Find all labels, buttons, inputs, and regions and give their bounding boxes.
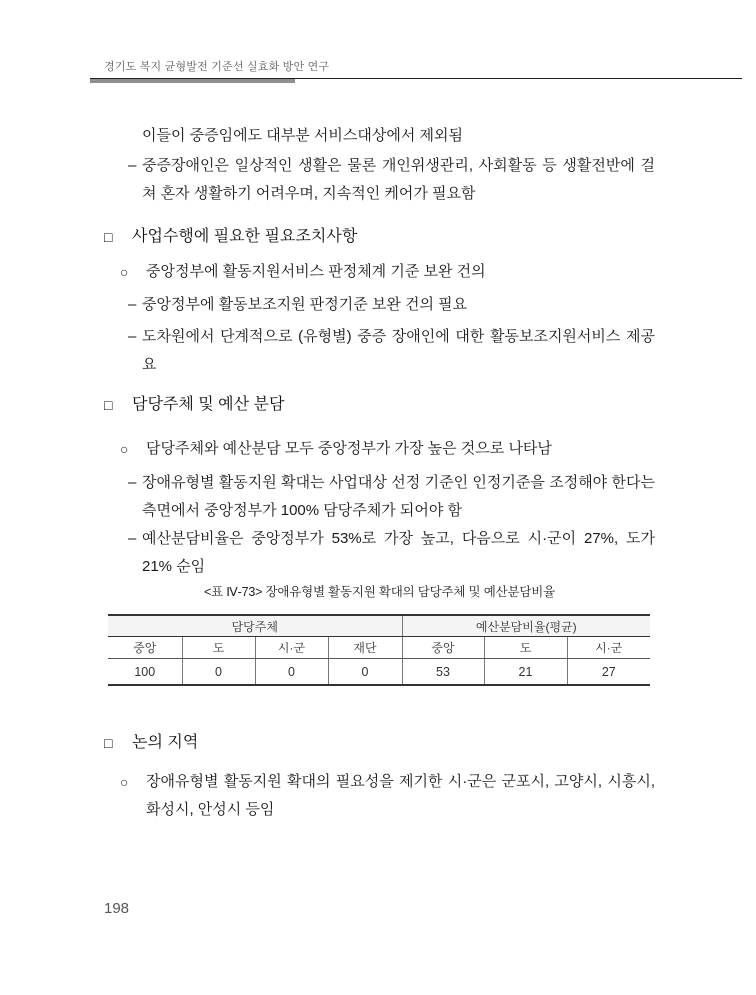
dash-item (104, 291, 655, 319)
square-bullet-icon: □ (104, 229, 113, 245)
col-header: 도 (182, 637, 255, 659)
section-heading-required-measures (104, 222, 655, 252)
col-header: 시·군 (567, 637, 650, 659)
table-value-row (108, 659, 650, 686)
circle-item (104, 768, 655, 824)
section-heading-discussion-regions (104, 728, 655, 758)
header-rule (90, 78, 742, 85)
table-cell: 0 (182, 659, 255, 686)
heading-text: 논의 지역 (132, 734, 199, 751)
paragraph-text: 중증장애인은 일상적인 생활은 물론 개인위생관리, 사회활동 등 생활전반에 걸쳐 혼자 생활하기 어려우며, 지속적인 케어가 필요함 (142, 157, 655, 202)
col-header: 중앙 (402, 637, 484, 659)
col-header: 중앙 (108, 637, 182, 659)
running-header-title: 경기도 복지 균형발전 기준선 실효화 방안 연구 (104, 61, 330, 73)
running-header (90, 60, 742, 85)
dash-bullet: – (128, 157, 137, 174)
table-cell: 53 (402, 659, 484, 686)
paragraph-text: 도차원에서 단계적으로 (유형별) 중증 장애인에 대한 활동보조지원서비스 제공요 (142, 328, 655, 373)
table-caption: <표 Ⅳ-73> 장애유형별 활동지원 확대의 담당주체 및 예산분담비율 (204, 585, 555, 599)
col-header: 재단 (328, 637, 402, 659)
dash-item (104, 152, 655, 208)
paragraph-text: 중앙정부에 활동지원서비스 판정체계 기준 보완 건의 (146, 263, 486, 280)
circle-item (104, 258, 655, 286)
col-header: 도 (484, 637, 567, 659)
circle-bullet-icon: ○ (120, 441, 129, 457)
table-group-header-row (108, 615, 650, 637)
table-cell: 100 (134, 664, 156, 679)
group-header-budget-ratio: 예산분담비율(평균) (402, 615, 650, 637)
dash-bullet: – (128, 296, 137, 313)
dash-item (104, 525, 655, 581)
table-cell: 21 (484, 659, 567, 686)
table-cell: 27 (567, 659, 650, 686)
paragraph-text: 이들이 중증임에도 대부분 서비스대상에서 제외됨 (142, 127, 463, 144)
group-header-responsible-body: 담당주체 (108, 615, 402, 637)
paragraph-continuation (104, 122, 655, 150)
budget-share-table (108, 614, 650, 686)
square-bullet-icon: □ (104, 397, 113, 413)
body-content (104, 114, 655, 824)
header-rule-accent (90, 79, 295, 83)
dash-item (104, 323, 655, 379)
circle-bullet-icon: ○ (120, 264, 129, 280)
paragraph-text: 장애유형별 활동지원 확대는 사업대상 선정 기준인 인정기준을 조정해야 한다는 측면에서 중앙정부가 100% 담당주체가 되어야 함 (142, 474, 655, 519)
dash-bullet: – (128, 328, 137, 345)
paragraph-text: 예산분담비율은 중앙정부가 53%로 가장 높고, 다음으로 시·군이 27%, 도가 21% 순임 (142, 530, 655, 575)
section-heading-responsible-body-budget (104, 390, 655, 420)
table-column-header-row (108, 637, 650, 659)
circle-bullet-icon: ○ (120, 774, 129, 790)
paragraph-text: 담당주체와 예산분담 모두 중앙정부가 가장 높은 것으로 나타남 (146, 440, 552, 457)
heading-text: 사업수행에 필요한 필요조치사항 (132, 228, 358, 245)
paragraph-text: 장애유형별 활동지원 확대의 필요성을 제기한 시·군은 군포시, 고양시, 시흥시, 화성시, 안성시 등임 (146, 773, 655, 818)
circle-item (104, 435, 655, 463)
square-bullet-icon: □ (104, 735, 113, 751)
table-cell: 0 (255, 659, 328, 686)
paragraph-text: 중앙정부에 활동보조지원 판정기준 보완 건의 필요 (142, 296, 468, 313)
col-header: 시·군 (255, 637, 328, 659)
heading-text: 담당주체 및 예산 분담 (132, 396, 285, 413)
page-number: 198 (104, 900, 130, 917)
table-cell: 0 (328, 659, 402, 686)
dash-item (104, 469, 655, 525)
dash-bullet: – (128, 530, 137, 547)
dash-bullet: – (128, 474, 137, 491)
